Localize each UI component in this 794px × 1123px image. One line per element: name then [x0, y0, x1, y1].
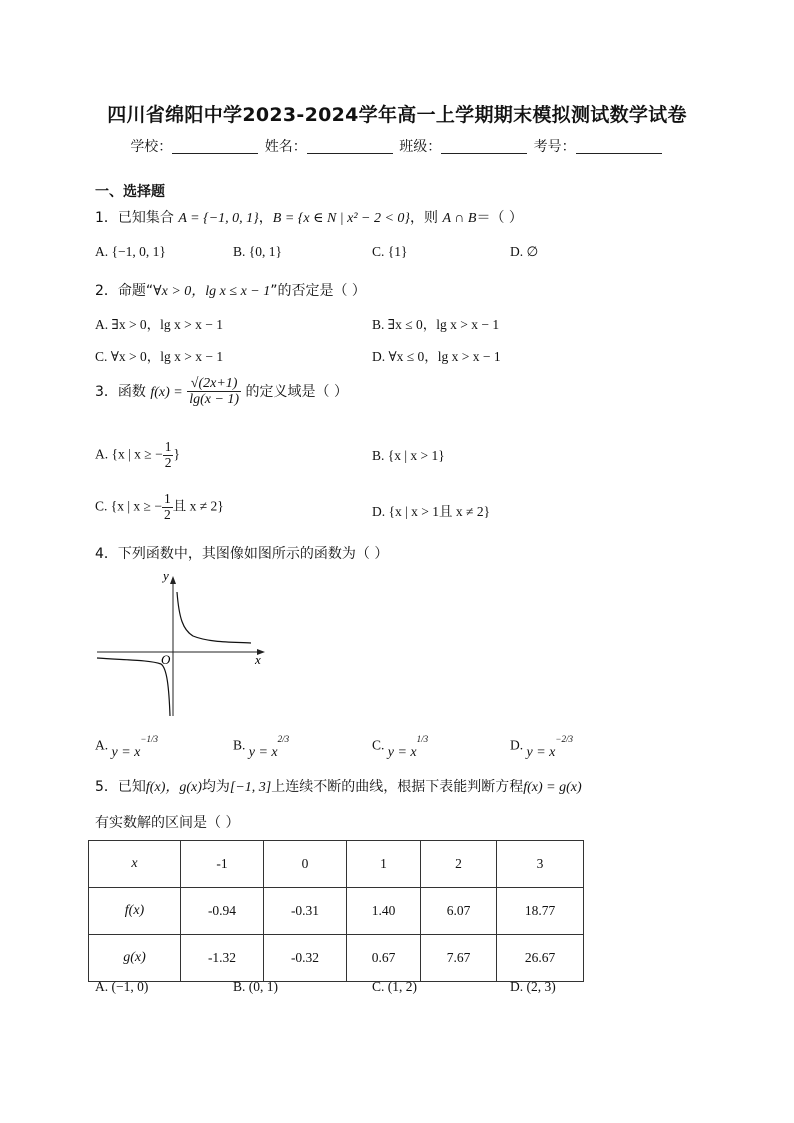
table-cell: 1.40 — [347, 888, 421, 935]
q5-option-c[interactable]: C. (1, 2) — [372, 979, 417, 994]
class-label: 班级： — [399, 139, 442, 155]
table-cell: 6.07 — [421, 888, 497, 935]
table-row-label: f(x) — [89, 888, 181, 935]
q4-c-exp: 1/3 — [416, 734, 429, 744]
q3-a-num: 1 — [164, 439, 172, 454]
table-cell: -0.31 — [264, 888, 347, 935]
q1-option-c[interactable]: C. {1} — [372, 244, 408, 259]
question-4-stem: 4．下列函数中，其图像如图所示的函数为（ ） — [95, 546, 389, 562]
table-header-cell: 1 — [347, 841, 421, 888]
table-header-cell: 2 — [421, 841, 497, 888]
q2-text-b: ”的否定是（ ） — [270, 283, 366, 299]
q4-option-d[interactable] — [510, 734, 573, 760]
q4-a-label: A. — [95, 737, 109, 753]
table-header-cell: x — [89, 841, 181, 888]
q2-proposition: ∀x > 0，lg x ≤ x − 1 — [153, 284, 271, 299]
q4-a-base: y = x — [111, 744, 141, 760]
q5-text-c: 上连续不断的曲线，根据下表能判断方程 — [271, 779, 524, 795]
table-cell: -0.32 — [264, 935, 347, 982]
q1-option-b[interactable]: B. {0, 1} — [233, 244, 282, 259]
q1-set-a: A = {−1, 0, 1} — [178, 211, 259, 226]
table-header-cell: 0 — [264, 841, 347, 888]
q3-numerator: √(2x+1) — [187, 376, 241, 392]
q4-a-exp: −1/3 — [140, 734, 158, 744]
q1-separator: ， — [258, 210, 273, 226]
table-header-cell: 3 — [497, 841, 584, 888]
q3-text-a: 3．函数 — [95, 383, 146, 400]
school-label: 学校： — [130, 139, 173, 155]
table-cell: 7.67 — [421, 935, 497, 982]
q4-b-base: y = x — [248, 744, 278, 760]
table-row-label: g(x) — [89, 935, 181, 982]
table-row — [89, 935, 584, 982]
q3-c-post: 且 x ≠ 2} — [172, 498, 224, 514]
table-cell: -1.32 — [181, 935, 264, 982]
q2-option-d[interactable]: D. ∀x ≤ 0，lg x > x − 1 — [372, 349, 501, 364]
q1-text-a: 1．已知集合 — [95, 210, 174, 226]
q4-function-graph — [95, 568, 275, 720]
q5-option-b[interactable]: B. (0, 1) — [233, 979, 278, 994]
q1-text-b: ，则 — [410, 210, 439, 226]
q3-c-pre: C. {x | x ≥ − — [95, 498, 162, 514]
name-blank[interactable] — [307, 139, 393, 154]
q5-line-2: 有实数解的区间是（ ） — [95, 815, 240, 831]
exam-number-label: 考号： — [533, 139, 576, 155]
table-cell: 0.67 — [347, 935, 421, 982]
q3-option-d[interactable]: D. {x | x > 1且 x ≠ 2} — [372, 504, 491, 519]
q3-a-den: 2 — [164, 454, 172, 470]
section-heading: 一、选择题 — [95, 184, 165, 200]
q3-option-b[interactable]: B. {x | x > 1} — [372, 448, 445, 463]
q3-function-name: f(x) = — [150, 384, 183, 400]
q3-c-num: 1 — [163, 491, 171, 506]
student-info-line — [0, 136, 794, 156]
q1-set-b: B = {x ∈ N | x² − 2 < 0} — [272, 211, 411, 226]
table-cell: -0.94 — [181, 888, 264, 935]
q4-c-base: y = x — [387, 744, 417, 760]
q5-option-d[interactable]: D. (2, 3) — [510, 979, 556, 994]
table-row — [89, 841, 584, 888]
q2-text-a: 2．命题“ — [95, 283, 154, 299]
q4-d-base: y = x — [526, 744, 556, 760]
q1-tail: ＝（ ） — [476, 210, 523, 226]
question-2-stem — [95, 280, 366, 300]
q4-b-label: B. — [233, 737, 246, 753]
q3-denominator: lg(x − 1) — [189, 392, 240, 408]
q1-option-a[interactable]: A. {−1, 0, 1} — [95, 244, 166, 259]
q2-option-b[interactable]: B. ∃x ≤ 0，lg x > x − 1 — [372, 317, 500, 332]
q3-a-pre: A. {x | x ≥ − — [95, 446, 163, 462]
q3-a-fraction — [163, 440, 174, 471]
q5-value-table — [88, 840, 584, 982]
q4-d-exp: −2/3 — [555, 734, 573, 744]
y-axis-arrow — [170, 576, 176, 584]
table-cell: 26.67 — [497, 935, 584, 982]
table-header-cell: -1 — [181, 841, 264, 888]
table-cell: 18.77 — [497, 888, 584, 935]
q3-a-post: } — [173, 446, 180, 462]
question-1-stem — [95, 207, 523, 227]
table-row — [89, 888, 584, 935]
school-blank[interactable] — [172, 139, 258, 154]
q1-expression: A ∩ B — [442, 211, 477, 226]
q5-equation: f(x) = g(x) — [523, 780, 582, 795]
y-axis-label: y — [163, 568, 169, 583]
q4-c-label: C. — [372, 737, 385, 753]
curve-right-branch — [177, 592, 251, 643]
q5-interval: [−1, 3] — [229, 780, 272, 795]
q4-option-b[interactable] — [233, 734, 290, 760]
question-3-stem — [95, 376, 348, 408]
q4-option-a[interactable] — [95, 734, 158, 760]
page-title: 四川省绵阳中学2023-2024学年高一上学期期末模拟测试数学试卷 — [107, 104, 687, 126]
q5-functions: f(x)，g(x) — [145, 780, 202, 795]
q3-c-den: 2 — [163, 506, 171, 522]
q4-option-c[interactable] — [372, 734, 429, 760]
q3-fraction — [187, 376, 241, 408]
q4-b-exp: 2/3 — [277, 734, 290, 744]
x-axis-label: x — [255, 652, 261, 667]
q3-c-fraction — [162, 492, 173, 523]
q5-option-a[interactable]: A. (−1, 0) — [95, 979, 149, 994]
q1-option-d[interactable]: D. ∅ — [510, 244, 539, 259]
origin-label: O — [161, 652, 171, 667]
curve-left-branch — [97, 658, 170, 716]
q2-option-c[interactable]: C. ∀x > 0，lg x > x − 1 — [95, 349, 224, 364]
q2-option-a[interactable]: A. ∃x > 0，lg x > x − 1 — [95, 317, 224, 332]
q4-d-label: D. — [510, 737, 524, 753]
name-label: 姓名： — [264, 139, 307, 155]
q3-option-a[interactable] — [95, 440, 180, 471]
q5-text-a: 5．已知 — [95, 779, 146, 795]
q5-text-b: 均为 — [201, 779, 230, 795]
q3-option-c[interactable] — [95, 492, 224, 523]
class-blank[interactable] — [441, 139, 527, 154]
exam-number-blank[interactable] — [576, 139, 662, 154]
q3-text-b: 的定义域是（ ） — [245, 383, 348, 400]
question-5-stem — [95, 776, 582, 796]
